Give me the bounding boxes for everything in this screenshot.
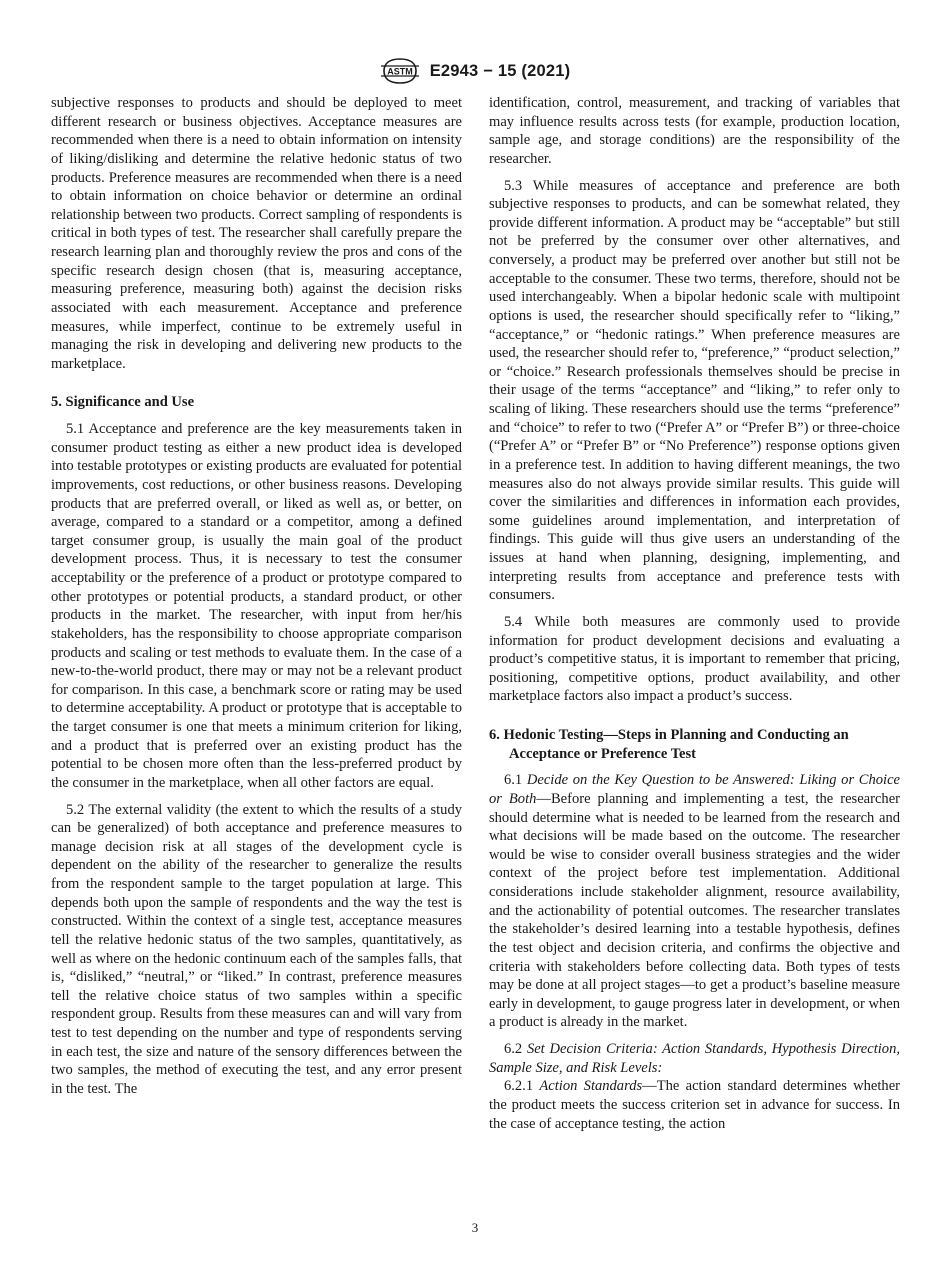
paragraph-6-2 [489, 1040, 900, 1077]
paragraph-continued: subjective responses to products and should be deployed to meet different research or business objectives. Acceptance measures are recommended when there is a need to obtain information on intensity of liking/disliking and determine the relative hedonic status of two products. Preference measures are recommended when there is a need to obtain information on choice behavior or determine an ordinal relationship between two products. Correct sampling of respondents is critical in both types of test. The researcher shall carefully prepare the research learning plan and thoroughly review the pros and cons of the specific research design chosen (that is, measuring acceptance, measuring preference, measuring both) against the decision risks associated with each measurement. Acceptance and preference measures, while imperfect, continue to be extremely useful in managing the risk in developing and delivering new products to the marketplace. [51, 95, 462, 372]
section-6-heading: 6. Hedonic Testing—Steps in Planning and Conducting an Acceptance or Preference Test [489, 727, 849, 762]
paragraph-6-1 [489, 771, 900, 1032]
paragraph-number: 6.2.1 [504, 1078, 540, 1095]
paragraph-5-3: 5.3 While measures of acceptance and preference are both subjective responses to products, and can be somewhat related, they provide different information. A product may be “acceptable” but still not be preferred by the consumer over other alternatives, and conversely, a product may be preferred over another but still not be acceptable to the consumer. These two terms, therefore, should not be used interchangeably. When a bipolar hedonic scale with multipoint options is used, the researcher should specifically refer to “liking,” “acceptance,” or “hedonic ratings.” When preference measures are used, the researcher should refer to, “preference,” “product selection,” or “choice.” Research professionals themselves should be precise in their usage of the terms “acceptance” and “liking,” to refer only to scaling of liking. These researchers should use the terms “preference” and “choice” to refer to two (“Prefer A” or “Prefer B”) or three-choice (“Prefer A” or “Prefer B” or “No Preference”) response options given in a preference test. In addition to having different meanings, the two measures also do not always provide similar results. This guide will cover the similarities and differences in information each provides, some guidelines around implementation, and interpretation of findings. This guide will thus give users an understanding of the issues at hand when planning, designing, implementing, and interpreting results from acceptance and preference tests with consumers. [489, 177, 900, 604]
paragraph-continued: identification, control, measurement, and tracking of variables that may influence results across tests (for example, production location, sample age, and storage conditions) are the responsibility of the researcher. [489, 95, 900, 167]
paragraph-number: 6.2 [504, 1041, 527, 1057]
paragraph-title: Action Standards [539, 1078, 643, 1095]
paragraph-5-2: 5.2 The external validity (the extent to which the results of a study can be generalized) of both acceptance and preference measures to manage decision risk at all stages of the development cycle is dependent on the ability of the researcher to generalize the results from the respondent sample to the target population at large. This depends both upon the sample of respondents and the way the test is constructed. Within the context of a single test, acceptance measures tell the relative hedonic status of the two samples, quantitatively, as well as where on the hedonic continuum each of the samples falls, that is, “disliked,” “neutral,” or “liked.” In contrast, preference measures tell the relative choice status of two samples within a specific respondent group. Results from these measures can and will vary from test to test depending on the number and type of respondents serving in each test, the size and nature of the sensory differences between the two samples, the method of executing the test, and any error present in the test. The [51, 801, 462, 1097]
paragraph-5-1: 5.1 Acceptance and preference are the key measurements taken in consumer product testing as either a new product idea is developed into testable prototypes or existing products are evaluated for potential improvements, cost reductions, or other business reasons. Developing products that are preferred overall, or liked as well as, or better, on average, compared to a standard or a competitor, among a defined target consumer group, is usually the main goal of the product development process. Thus, it is necessary to test the consumer acceptability or the preference of a product or prototype compared to other prototypes or potential products, a standard product, or other products in the market. The researcher, with input from her/his stakeholders, has the responsibility to choose appropriate comparison products and scaling or test methods to evaluate them. In the case of a new-to-the-world product, there may or may not be a relevant product for comparison. In this case, a benchmark score or rating may be used to determine acceptability. A product or prototype that is acceptable to the target consumer is one that meets a minimum criterion for liking, and a product that is preferred over an existing product has the potential to be chosen more often than the less-preferred product by the consumer in the marketplace, when all other factors are equal. [51, 421, 462, 791]
astm-logo-icon [380, 57, 420, 85]
paragraph-5-4: 5.4 While both measures are commonly used to provide information for product development decisions and evaluating a product’s competitive status, it is important to remember that pricing, positioning, competitive options, product availability, and other marketplace factors also impact a product’s success. [489, 613, 900, 705]
paragraph-number: 6.1 [504, 772, 527, 789]
right-column [489, 94, 900, 1133]
paragraph-body: —Before planning and implementing a test, the researcher should determine what is needed to be learned from the research and what decisions will be made based on the outcome. The researcher would be wise to consider overall business strategies and the wider context of the project before test implementation. Additional considerations include stakeholder alignment, resource availability, and the actionability of potential outcomes. The researcher translates the stakeholder’s desired learning into a testable hypothesis, defines the test object and decision criteria, and confirms the objective and criteria with stakeholders before collecting data. Both types of tests may be done at all project stages—to get a product’s baseline measure early in development, to gauge progress later in development, or when a product is already in the market. [489, 790, 900, 1031]
left-column [51, 94, 462, 1099]
section-5-heading: 5. Significance and Use [51, 394, 195, 411]
standard-designation: E2943 − 15 (2021) [429, 61, 571, 80]
page-number: 3 [471, 1220, 479, 1235]
paragraph-body: —The action standard determines whether the product meets the success criterion set in advance for success. In the case of acceptance testing, the action [489, 1078, 901, 1132]
page-header [0, 56, 950, 86]
paragraph-title: Decide on the Key Question to be Answered: Liking or Choice or Both [489, 772, 900, 807]
paragraph-6-2-1 [489, 1077, 900, 1133]
svg-text:ASTM: ASTM [386, 66, 413, 77]
paragraph-title: Set Decision Criteria: Action Standards, Hypothesis Direction, Sample Size, and Risk Levels: [489, 1041, 900, 1076]
